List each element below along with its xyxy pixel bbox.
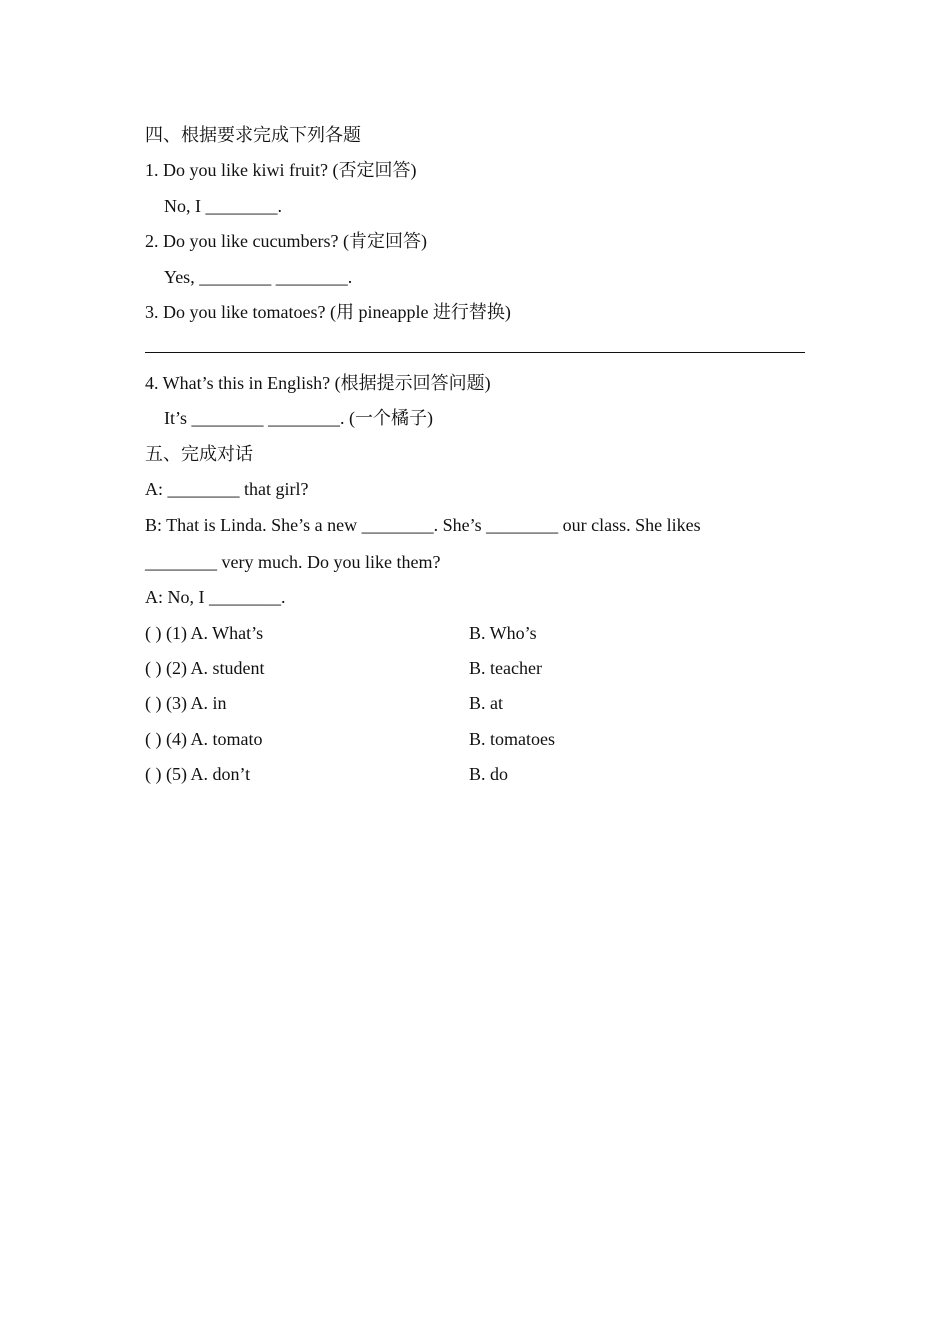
- question-2: 2. Do you like cucumbers? (肯定回答): [145, 231, 427, 252]
- option-4-a: ( ) (4) A. tomato: [145, 728, 263, 749]
- option-row-3: [145, 686, 815, 721]
- option-5-b: B. do: [469, 764, 509, 785]
- answer-2: Yes, ________ ________.: [164, 266, 353, 287]
- option-1-b: B. Who’s: [469, 622, 537, 643]
- option-row-5: [145, 757, 815, 792]
- option-row-2: [145, 651, 815, 686]
- dialog-line-a1: A: ________ that girl?: [145, 478, 309, 499]
- option-2-a: ( ) (2) A. student: [145, 658, 265, 679]
- option-row-1: [145, 616, 815, 651]
- answer-rule-line: [145, 352, 805, 353]
- section-4-heading: 四、根据要求完成下列各题: [145, 125, 361, 145]
- answer-3-blank-line: [145, 330, 815, 365]
- answer-1: No, I ________.: [164, 195, 282, 216]
- option-2-b: B. teacher: [469, 658, 542, 679]
- option-1-a: ( ) (1) A. What’s: [145, 622, 264, 643]
- section-5-heading: 五、完成对话: [145, 443, 253, 464]
- answer-4: It’s ________ ________. (一个橘子): [164, 408, 433, 429]
- option-5-a: ( ) (5) A. don’t: [145, 764, 251, 785]
- dialog-line-b2: ________ very much. Do you like them?: [145, 552, 441, 573]
- question-3: 3. Do you like tomatoes? (用 pineapple 进行替换): [145, 301, 511, 322]
- option-4-b: B. tomatoes: [469, 728, 555, 749]
- option-3-a: ( ) (3) A. in: [145, 693, 227, 714]
- question-4: 4. What’s this in English? (根据提示回答问题): [145, 372, 491, 393]
- dialog-line-a2: A: No, I ________.: [145, 587, 286, 608]
- option-row-4: [145, 722, 815, 757]
- option-3-b: B. at: [469, 693, 503, 714]
- question-1: 1. Do you like kiwi fruit? (否定回答): [145, 160, 417, 181]
- worksheet-page: [145, 118, 815, 793]
- dialog-line-b1: B: That is Linda. She’s a new ________. She’s ________ our class. She likes: [145, 515, 701, 536]
